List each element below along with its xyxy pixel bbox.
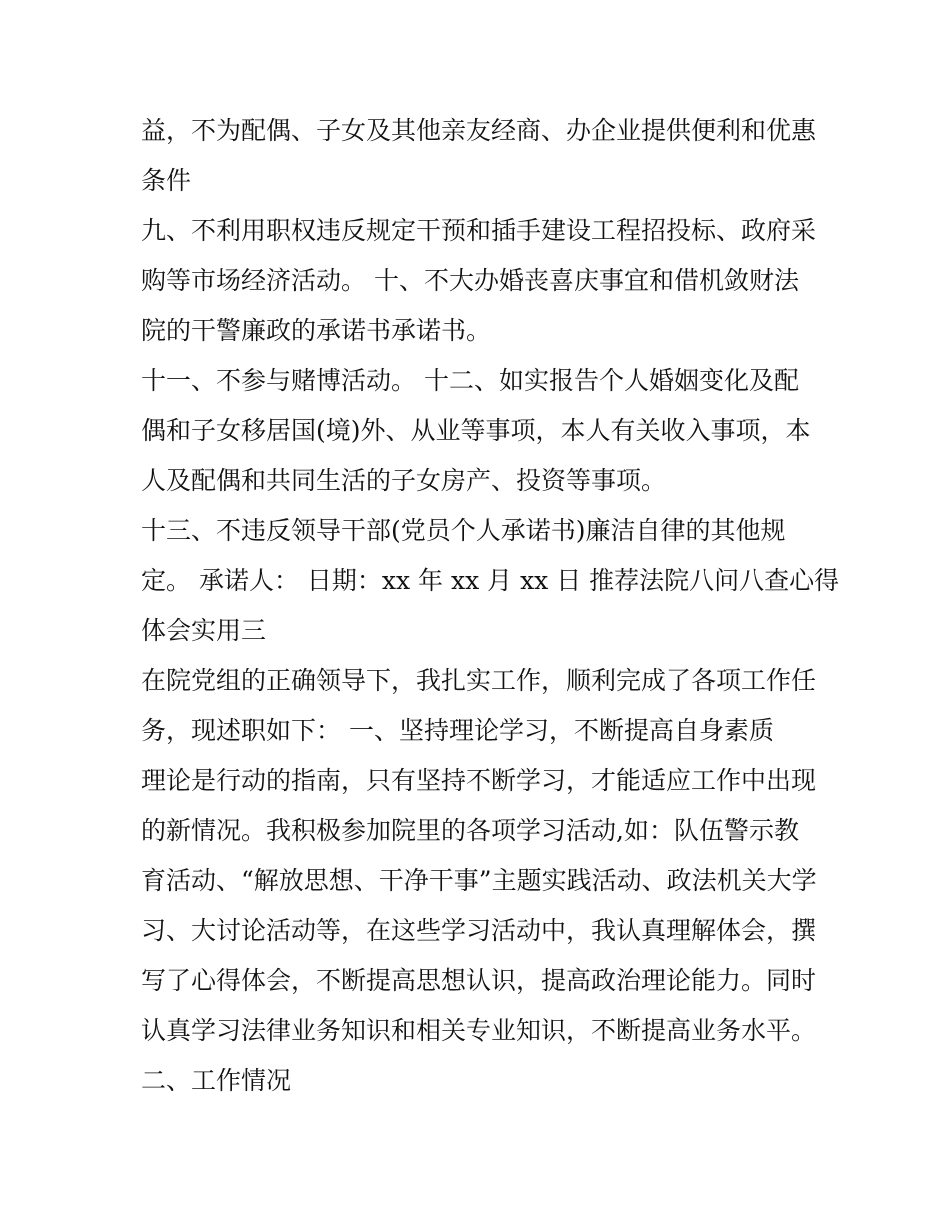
text-line: 习、大讨论活动等，在这些学习活动中，我认真理解体会，撰 — [141, 916, 817, 945]
text-line: 十三、不违反领导干部(党员个人承诺书)廉洁自律的其他规 — [141, 516, 786, 545]
text-line: 十一、不参与赌博活动。 十二、如实报告个人婚姻变化及配 — [141, 366, 799, 395]
text-line: 务，现述职如下： 一、坚持理论学习，不断提高自身素质 — [141, 716, 774, 745]
text-line: 体会实用三 — [141, 616, 267, 645]
text-line: 的新情况。我积极参加院里的各项学习活动,如：队伍警示教 — [141, 816, 799, 845]
text-line: 在院党组的正确领导下，我扎实工作，顺利完成了各项工作任 — [141, 666, 817, 695]
text-line: 育活动、“解放思想、干净干事”主题实践活动、政法机关大学 — [141, 866, 817, 895]
text-line: 益，不为配偶、子女及其他亲友经商、办企业提供便利和优惠 — [141, 116, 817, 145]
text-line: 理论是行动的指南，只有坚持不断学习，才能适应工作中出现 — [141, 766, 817, 795]
text-line: 院的干警廉政的承诺书承诺书。 — [141, 316, 492, 345]
document-body — [141, 106, 840, 1106]
text-line: 人及配偶和共同生活的子女房产、投资等事项。 — [141, 466, 667, 495]
text-line: 条件 — [141, 166, 192, 195]
text-line: 购等市场经济活动。 十、不大办婚丧喜庆事宜和借机敛财法 — [141, 266, 799, 295]
text-line: 认真学习法律业务知识和相关专业知识，不断提高业务水平。 — [141, 1016, 817, 1045]
text-line: 写了心得体会，不断提高思想认识，提高政治理论能力。同时 — [141, 966, 817, 995]
text-line: 九、不利用职权违反规定干预和插手建设工程招投标、政府采 — [141, 216, 817, 245]
text-line: 二、工作情况 — [141, 1066, 292, 1095]
text-line: 定。 承诺人： 日期：xx 年 xx 月 xx 日 推荐法院八问八查心得 — [141, 566, 840, 595]
text-line: 偶和子女移居国(境)外、从业等事项，本人有关收入事项，本 — [141, 416, 811, 445]
